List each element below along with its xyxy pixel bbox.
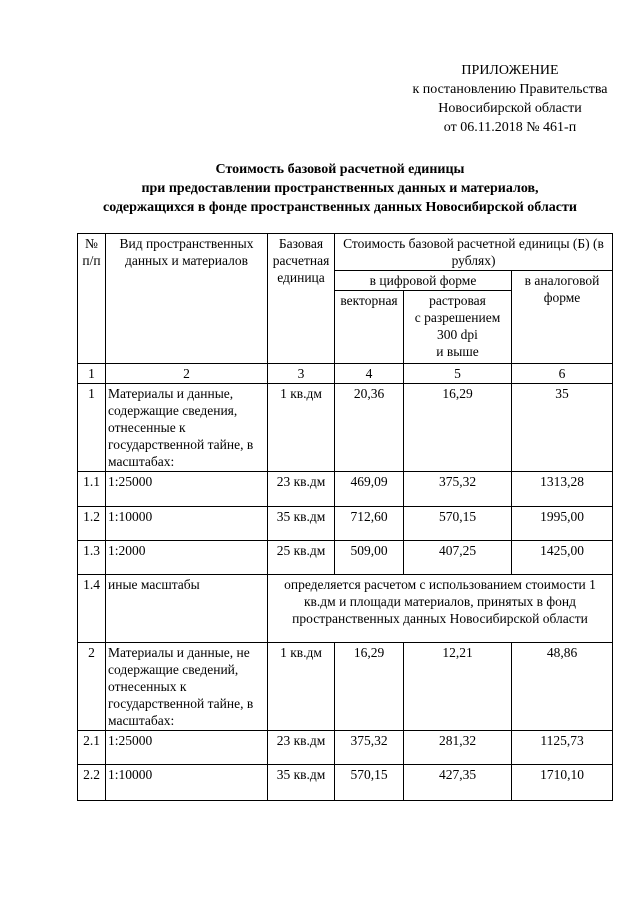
row-analog: 1125,73: [512, 731, 613, 765]
header-cost: Стоимость базовой расчетной единицы (Б) (в рублях): [335, 234, 613, 271]
row-num: 1: [78, 384, 106, 472]
table-row: [78, 384, 613, 472]
row-analog: 48,86: [512, 643, 613, 731]
table-row: [78, 575, 613, 643]
title-line: Стоимость базовой расчетной единицы: [215, 162, 465, 177]
header-digital: в цифровой форме: [335, 271, 512, 291]
column-number: 2: [106, 364, 268, 384]
row-raster: 427,35: [404, 765, 512, 801]
table-row: [78, 472, 613, 507]
title-line: содержащихся в фонде пространственных данных Новосибирской области: [103, 200, 577, 215]
row-unit: 25 кв.дм: [268, 541, 335, 575]
row-num: 1.4: [78, 575, 106, 643]
row-analog: 1995,00: [512, 507, 613, 541]
title-line: при предоставлении пространственных данных и материалов,: [141, 181, 539, 196]
table-row: [78, 765, 613, 801]
row-analog: 1425,00: [512, 541, 613, 575]
cost-table: [77, 233, 613, 801]
row-kind: Материалы и данные, не содержащие сведений, отнесенных к государственной тайне, в масштабах:: [106, 643, 268, 731]
header-analog: в аналоговой форме: [512, 271, 613, 364]
column-number: 3: [268, 364, 335, 384]
header-kind: Вид пространственных данных и материалов: [106, 234, 268, 364]
document-title: [40, 160, 640, 217]
row-kind: 1:10000: [106, 507, 268, 541]
row-raster: 375,32: [404, 472, 512, 507]
header-vector: векторная: [335, 291, 404, 364]
row-num: 1.3: [78, 541, 106, 575]
row-raster: 281,32: [404, 731, 512, 765]
row-analog: 35: [512, 384, 613, 472]
row-unit: 23 кв.дм: [268, 472, 335, 507]
row-unit: 35 кв.дм: [268, 507, 335, 541]
column-number: 4: [335, 364, 404, 384]
row-unit: 1 кв.дм: [268, 384, 335, 472]
row-num: 1.2: [78, 507, 106, 541]
header-unit: Базовая расчетная единица: [268, 234, 335, 364]
row-kind: 1:25000: [106, 472, 268, 507]
row-raster: 407,25: [404, 541, 512, 575]
row-analog: 1313,28: [512, 472, 613, 507]
row-vector: 16,29: [335, 643, 404, 731]
row-num: 2: [78, 643, 106, 731]
row-unit: 1 кв.дм: [268, 643, 335, 731]
row-vector: 712,60: [335, 507, 404, 541]
header-raster-line: 300 dpi: [437, 327, 478, 342]
row-kind: иные масштабы: [106, 575, 268, 643]
row-vector: 20,36: [335, 384, 404, 472]
column-number: 6: [512, 364, 613, 384]
row-vector: 469,09: [335, 472, 404, 507]
row-kind: 1:2000: [106, 541, 268, 575]
row-note: определяется расчетом с использованием стоимости 1 кв.дм и площади материалов, принятых в фонд пространственных данных Новосибирской области: [268, 575, 613, 643]
row-raster: 570,15: [404, 507, 512, 541]
row-vector: 570,15: [335, 765, 404, 801]
row-kind: 1:25000: [106, 731, 268, 765]
appendix-block: [385, 61, 635, 137]
table-row: [78, 643, 613, 731]
row-vector: 375,32: [335, 731, 404, 765]
header-raster: [404, 291, 512, 364]
header-row: [78, 234, 613, 271]
row-raster: 12,21: [404, 643, 512, 731]
row-unit: 35 кв.дм: [268, 765, 335, 801]
appendix-line: к постановлению Правительства: [412, 82, 608, 97]
row-kind: 1:10000: [106, 765, 268, 801]
header-raster-line: и выше: [436, 344, 479, 359]
table-row: [78, 541, 613, 575]
row-num: 1.1: [78, 472, 106, 507]
table-row: [78, 731, 613, 765]
column-number-row: [78, 364, 613, 384]
row-raster: 16,29: [404, 384, 512, 472]
table-row: [78, 507, 613, 541]
column-number: 5: [404, 364, 512, 384]
header-raster-line: с разрешением: [414, 310, 501, 325]
appendix-date: от 06.11.2018 № 461-п: [443, 120, 577, 135]
header-raster-line: растровая: [429, 293, 486, 308]
row-vector: 509,00: [335, 541, 404, 575]
row-kind: Материалы и данные, содержащие сведения, отнесенные к государственной тайне, в масштабах:: [106, 384, 268, 472]
row-analog: 1710,10: [512, 765, 613, 801]
row-unit: 23 кв.дм: [268, 731, 335, 765]
header-num: № п/п: [78, 234, 106, 364]
column-number: 1: [78, 364, 106, 384]
row-num: 2.1: [78, 731, 106, 765]
appendix-heading: ПРИЛОЖЕНИЕ: [461, 63, 559, 78]
appendix-line: Новосибирской области: [438, 101, 582, 116]
row-num: 2.2: [78, 765, 106, 801]
